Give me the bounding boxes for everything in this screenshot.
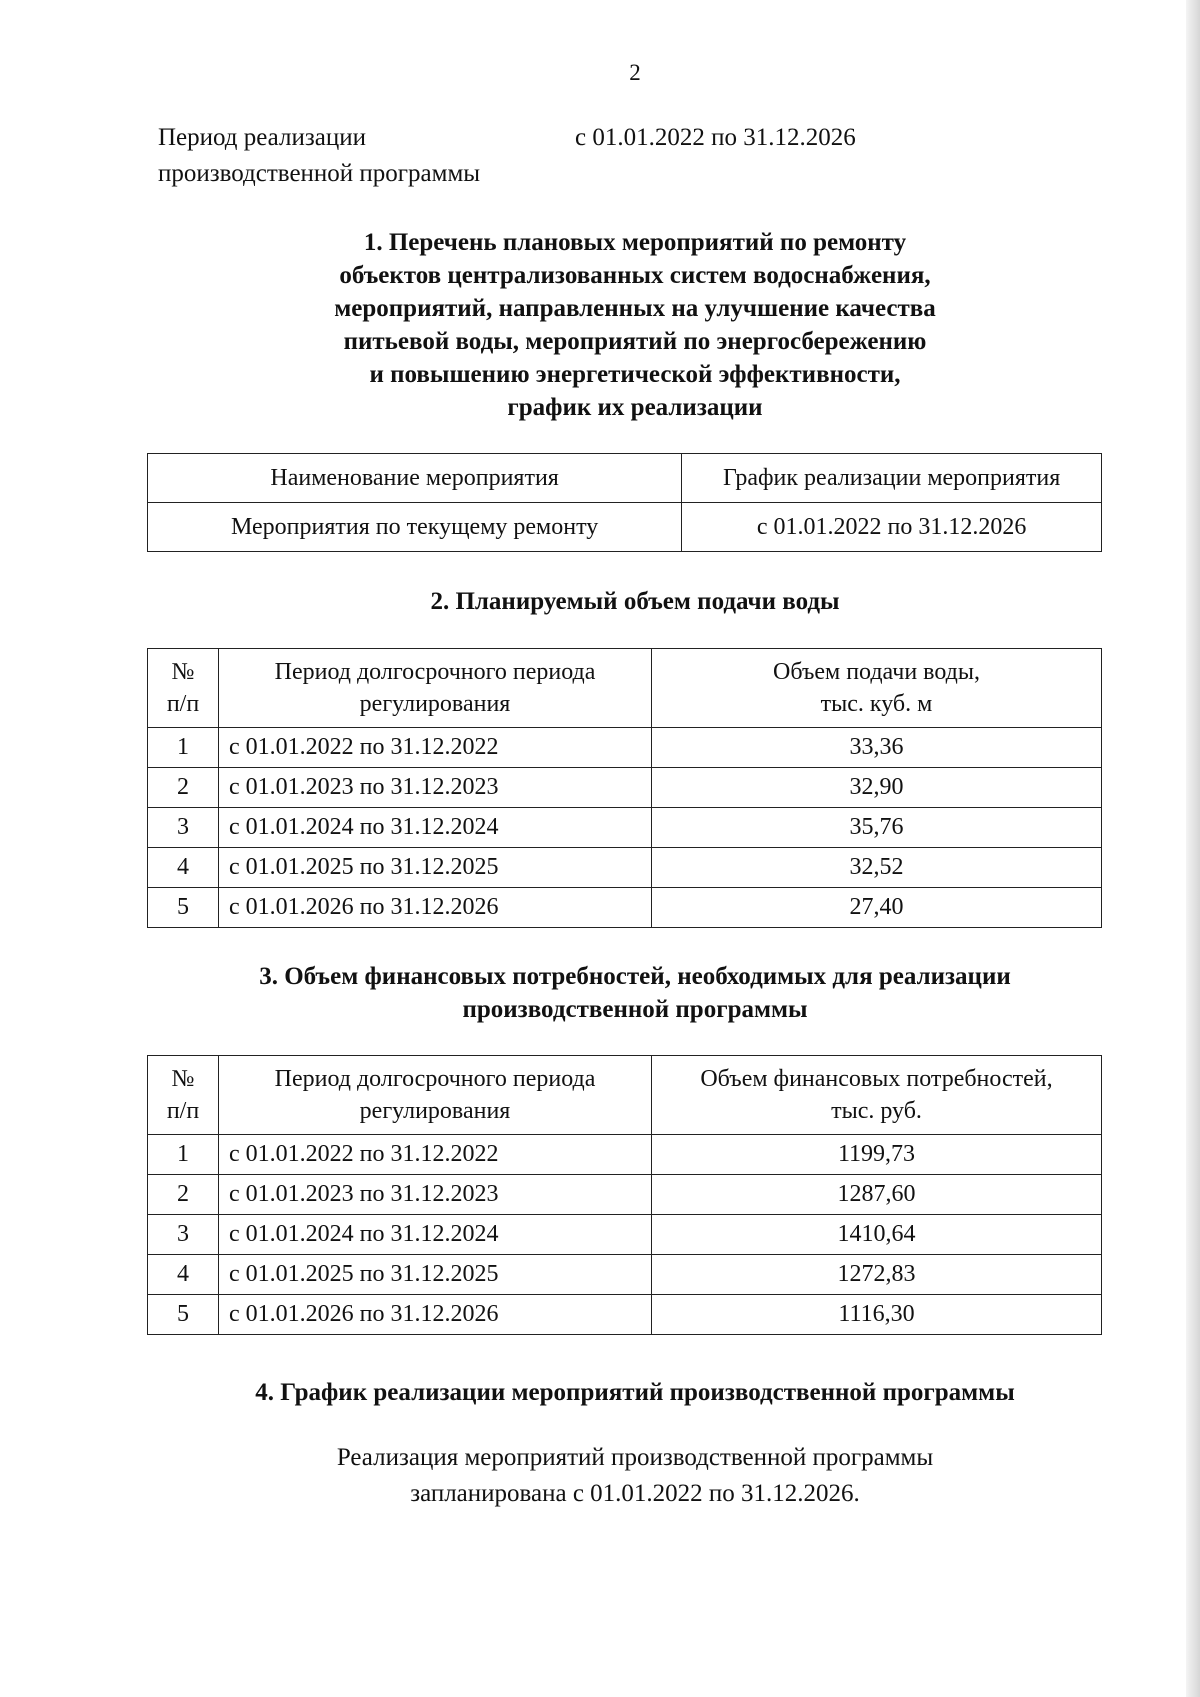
closing-line2: запланирована с 01.01.2022 по 31.12.2026. xyxy=(410,1480,860,1507)
table-row xyxy=(148,1175,1102,1215)
period-label-line2: производственной программы xyxy=(158,160,481,187)
table-row xyxy=(148,1215,1102,1255)
period-label xyxy=(158,120,480,192)
table-row xyxy=(148,1295,1102,1335)
measure-name-cell: Мероприятия по текущему ремонту xyxy=(148,503,682,552)
header-period-line2: регулирования xyxy=(359,1098,511,1124)
closing-paragraph xyxy=(0,1440,1200,1512)
section1-title-line: и повышению энергетической эффективности, xyxy=(369,361,901,388)
row-period: с 01.01.2026 по 31.12.2026 xyxy=(219,888,652,928)
table-row xyxy=(148,728,1102,768)
row-value: 27,40 xyxy=(652,888,1102,928)
section1-title xyxy=(0,226,1200,424)
row-value: 32,52 xyxy=(652,848,1102,888)
table-row xyxy=(148,848,1102,888)
table-row xyxy=(148,503,1102,552)
section1-title-line: питьевой воды, мероприятий по энергосбережению xyxy=(343,328,927,355)
measures-table xyxy=(147,453,1102,552)
row-period: с 01.01.2023 по 31.12.2023 xyxy=(219,768,652,808)
section4-title: 4. График реализации мероприятий производственной программы xyxy=(255,1379,1015,1406)
row-period: с 01.01.2024 по 31.12.2024 xyxy=(219,1215,652,1255)
table-row xyxy=(148,1135,1102,1175)
row-num: 4 xyxy=(148,1255,219,1295)
row-num: 5 xyxy=(148,888,219,928)
header-period-line2: регулирования xyxy=(359,691,511,717)
financial-needs-table xyxy=(147,1055,1102,1335)
row-num: 3 xyxy=(148,808,219,848)
row-period: с 01.01.2024 по 31.12.2024 xyxy=(219,808,652,848)
header-value-line2: тыс. куб. м xyxy=(820,691,933,717)
header-num-line2: п/п xyxy=(166,1098,200,1124)
header-water-volume xyxy=(652,649,1102,728)
header-num-line2: п/п xyxy=(166,691,200,717)
row-num: 1 xyxy=(148,728,219,768)
header-measure-name: Наименование мероприятия xyxy=(148,454,682,503)
header-value-line1: Объем подачи воды, xyxy=(773,659,980,685)
page-number: 2 xyxy=(629,60,641,85)
water-supply-table xyxy=(147,648,1102,928)
row-num: 2 xyxy=(148,1175,219,1215)
header-period xyxy=(219,649,652,728)
table-header-row xyxy=(148,1056,1102,1135)
row-num: 5 xyxy=(148,1295,219,1335)
section3-title-line1: 3. Объем финансовых потребностей, необходимых для реализации xyxy=(259,963,1011,990)
header-period-line1: Период долгосрочного периода xyxy=(274,1066,596,1092)
row-value: 1116,30 xyxy=(652,1295,1102,1335)
header-value-line2: тыс. руб. xyxy=(831,1098,922,1124)
header-num xyxy=(148,649,219,728)
row-value: 35,76 xyxy=(652,808,1102,848)
table-row xyxy=(148,768,1102,808)
row-value: 1272,83 xyxy=(652,1255,1102,1295)
header-measure-schedule: График реализации мероприятия xyxy=(682,454,1102,503)
header-financial-volume xyxy=(652,1056,1102,1135)
row-period: с 01.01.2025 по 31.12.2025 xyxy=(219,1255,652,1295)
row-value: 33,36 xyxy=(652,728,1102,768)
row-period: с 01.01.2022 по 31.12.2022 xyxy=(219,1135,652,1175)
header-period-line1: Период долгосрочного периода xyxy=(274,659,596,685)
table-header-row xyxy=(148,649,1102,728)
period-value: с 01.01.2022 по 31.12.2026 xyxy=(575,124,856,151)
closing-line1: Реализация мероприятий производственной программы xyxy=(336,1444,934,1471)
row-num: 1 xyxy=(148,1135,219,1175)
table-row xyxy=(148,808,1102,848)
section1-title-line: мероприятий, направленных на улучшение качества xyxy=(334,295,936,322)
row-num: 2 xyxy=(148,768,219,808)
header-num xyxy=(148,1056,219,1135)
row-period: с 01.01.2022 по 31.12.2022 xyxy=(219,728,652,768)
row-num: 3 xyxy=(148,1215,219,1255)
row-value: 1410,64 xyxy=(652,1215,1102,1255)
row-value: 32,90 xyxy=(652,768,1102,808)
header-num-line1: № xyxy=(171,659,195,685)
section3-title xyxy=(0,960,1200,1026)
header-period xyxy=(219,1056,652,1135)
table-header-row xyxy=(148,454,1102,503)
period-label-line1: Период реализации xyxy=(158,124,366,151)
section1-title-line: график их реализации xyxy=(507,394,763,421)
measure-schedule-cell: с 01.01.2022 по 31.12.2026 xyxy=(682,503,1102,552)
section2-title: 2. Планируемый объем подачи воды xyxy=(430,588,840,615)
row-period: с 01.01.2023 по 31.12.2023 xyxy=(219,1175,652,1215)
header-value-line1: Объем финансовых потребностей, xyxy=(700,1066,1053,1092)
row-period: с 01.01.2025 по 31.12.2025 xyxy=(219,848,652,888)
row-period: с 01.01.2026 по 31.12.2026 xyxy=(219,1295,652,1335)
section3-title-line2: производственной программы xyxy=(462,996,808,1023)
row-num: 4 xyxy=(148,848,219,888)
table-row xyxy=(148,888,1102,928)
row-value: 1199,73 xyxy=(652,1135,1102,1175)
section1-title-line: объектов централизованных систем водоснабжения, xyxy=(339,262,931,289)
section1-title-line: 1. Перечень плановых мероприятий по ремонту xyxy=(363,229,907,256)
header-num-line1: № xyxy=(171,1066,195,1092)
row-value: 1287,60 xyxy=(652,1175,1102,1215)
table-row xyxy=(148,1255,1102,1295)
